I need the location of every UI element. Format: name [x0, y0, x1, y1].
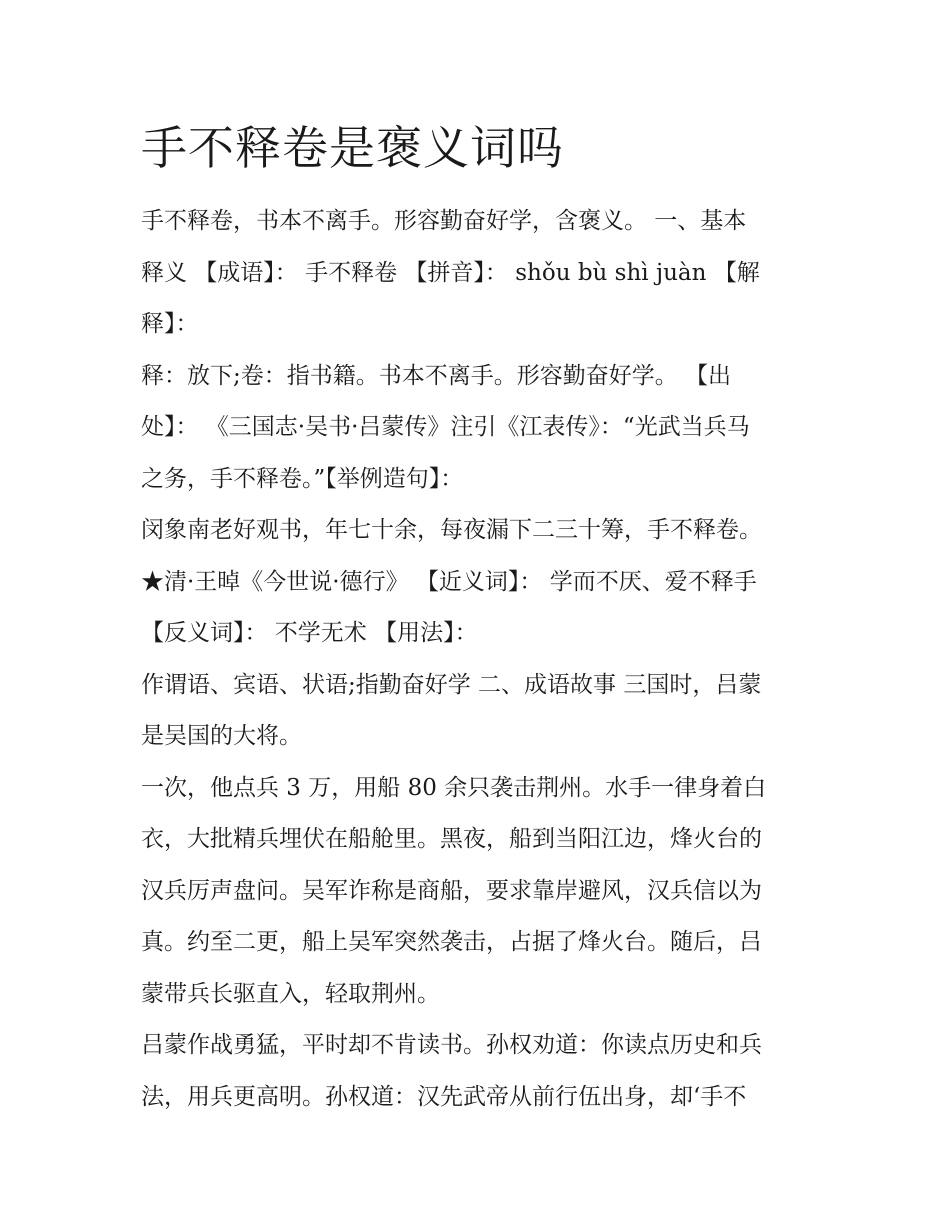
text-line: 法，用兵更高明。孙权道：汉先武帝从前行伍出身，却‘手不	[141, 1083, 747, 1110]
text-line: 作谓语、宾语、状语;指勤奋好学 二、成语故事 三国时，吕蒙	[141, 671, 762, 698]
text-line: 衣，大批精兵埋伏在船舱里。黑夜，船到当阳江边，烽火台的	[141, 826, 762, 852]
text-line: 【反义词】： 不学无术 【用法】：	[141, 620, 478, 646]
text-line: 释】：	[141, 311, 199, 337]
paragraph-example	[141, 505, 821, 660]
text-line: 吕蒙作战勇猛，平时却不肯读书。孙权劝道：你读点历史和兵	[141, 1032, 762, 1058]
document-title: 手不释卷是褒义词吗	[141, 121, 564, 175]
paragraph-usage	[141, 660, 821, 763]
document-body	[141, 196, 821, 1123]
text-line: 处】： 《三国志·吴书·吕蒙传》注引《江表传》：“光武当兵马	[141, 414, 750, 440]
text-line: 汉兵厉声盘问。吴军诈称是商船，要求靠岸避风，汉兵信以为	[141, 877, 762, 904]
paragraph-source	[141, 351, 821, 506]
paragraph-story-continued	[141, 1020, 821, 1123]
text-line: 真。约至二更，船上吴军突然袭击，占据了烽火台。随后，吕	[141, 929, 762, 955]
paragraph-story	[141, 763, 821, 1021]
text-line: 闵象南老好观书，年七十余，每夜漏下二三十筹，手不释卷。	[141, 517, 762, 543]
text-line: ★清·王晫《今世说·德行》 【近义词】： 学而不厌、爱不释手	[141, 568, 757, 595]
text-line: 蒙带兵长驱直入，轻取荆州。	[141, 980, 440, 1007]
text-line: 一次，他点兵 3 万，用船 80 余只袭击荆州。水手一律身着白	[141, 774, 767, 801]
text-line: 释义 【成语】： 手不释卷 【拼音】： shǒu bù shì juàn 【解	[141, 259, 760, 286]
text-line: 释：放下;卷：指书籍。书本不离手。形容勤奋好学。 【出	[141, 362, 732, 389]
text-line: 之务，手不释卷。”【举例造句】：	[141, 465, 464, 492]
text-line: 手不释卷，书本不离手。形容勤奋好学，含褒义。 一、基本	[141, 208, 747, 234]
text-line: 是吴国的大将。	[141, 723, 302, 749]
paragraph-definition	[141, 196, 821, 351]
